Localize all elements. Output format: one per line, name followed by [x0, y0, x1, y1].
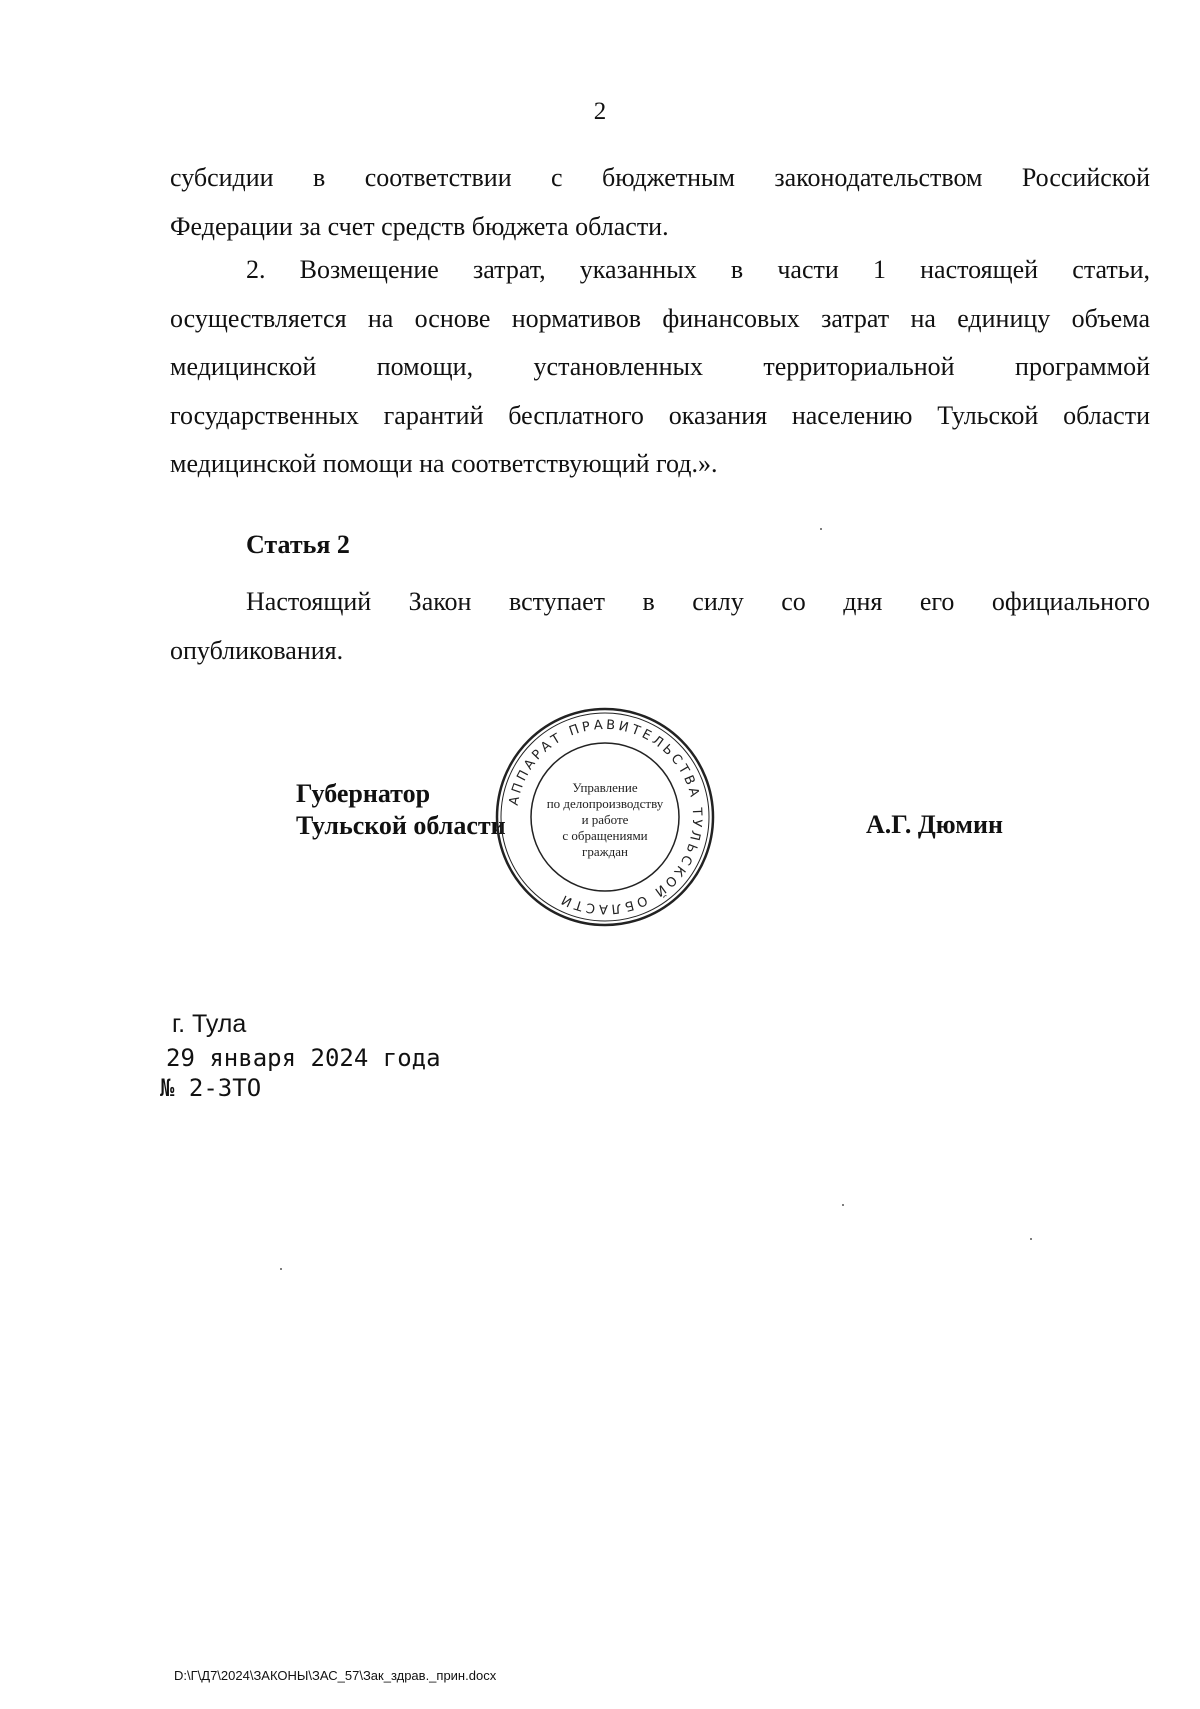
signature-title-line-1: Губернатор [296, 779, 431, 808]
signature-title-line-2: Тульской области [296, 811, 506, 840]
scan-speck [1030, 1238, 1032, 1240]
signature-name: А.Г. Дюмин [866, 810, 1003, 839]
scan-speck [820, 528, 822, 530]
stamp-center-line-4: с обращениями [562, 828, 648, 843]
paragraph-2-line-1: 2. Возмещение затрат, указанных в части 1 настоящей статьи, [246, 255, 1150, 284]
paragraph-2-line-4: государственных гарантий бесплатного оказания населению Тульской области [170, 400, 1150, 430]
footer-file-path: D:\Г\Д7\2024\ЗАКОНЫ\ЗАС_57\Зак_здрав._прин.docx [174, 1668, 497, 1683]
page-number: 2 [593, 98, 607, 125]
stamp-center-line-1: Управление [572, 780, 638, 795]
paragraph-2-line-3: медицинской помощи, установленных территориальной программой [170, 352, 1150, 381]
stamp-center-line-5: граждан [582, 844, 628, 859]
paragraph-1-line-2: Федерации за счет средств бюджета области. [170, 211, 669, 241]
article-2-line-1: Настоящий Закон вступает в силу со дня его официального [246, 587, 1150, 616]
article-2-body [170, 578, 1150, 675]
scan-speck [280, 1268, 282, 1270]
paragraph-2-line-2: осуществляется на основе нормативов финансовых затрат на единицу объема [170, 303, 1150, 333]
stamp-ring-text: АППАРАТ ПРАВИТЕЛЬСТВА ТУЛЬСКОЙ ОБЛАСТИ [506, 717, 705, 917]
paragraph-2 [170, 246, 1150, 489]
stamp-center-line-2: по делопроизводству [546, 796, 664, 811]
scan-speck [842, 1204, 844, 1206]
document-date: 29 января 2024 года [166, 1044, 441, 1072]
paragraph-2-line-5: медицинской помощи на соответствующий год.». [170, 449, 718, 478]
article-2-heading: Статья 2 [246, 530, 350, 559]
paragraph-1 [170, 154, 1150, 251]
place: г. Тула [172, 1010, 247, 1038]
document-number: № 2-ЗТО [160, 1074, 262, 1102]
stamp-center-line-3: и работе [581, 812, 629, 827]
article-2-line-2: опубликования. [170, 635, 344, 665]
official-stamp [494, 706, 716, 928]
paragraph-1-line-1: субсидии в соответствии с бюджетным законодательством Российской [170, 163, 1150, 192]
signature-title [296, 778, 506, 842]
